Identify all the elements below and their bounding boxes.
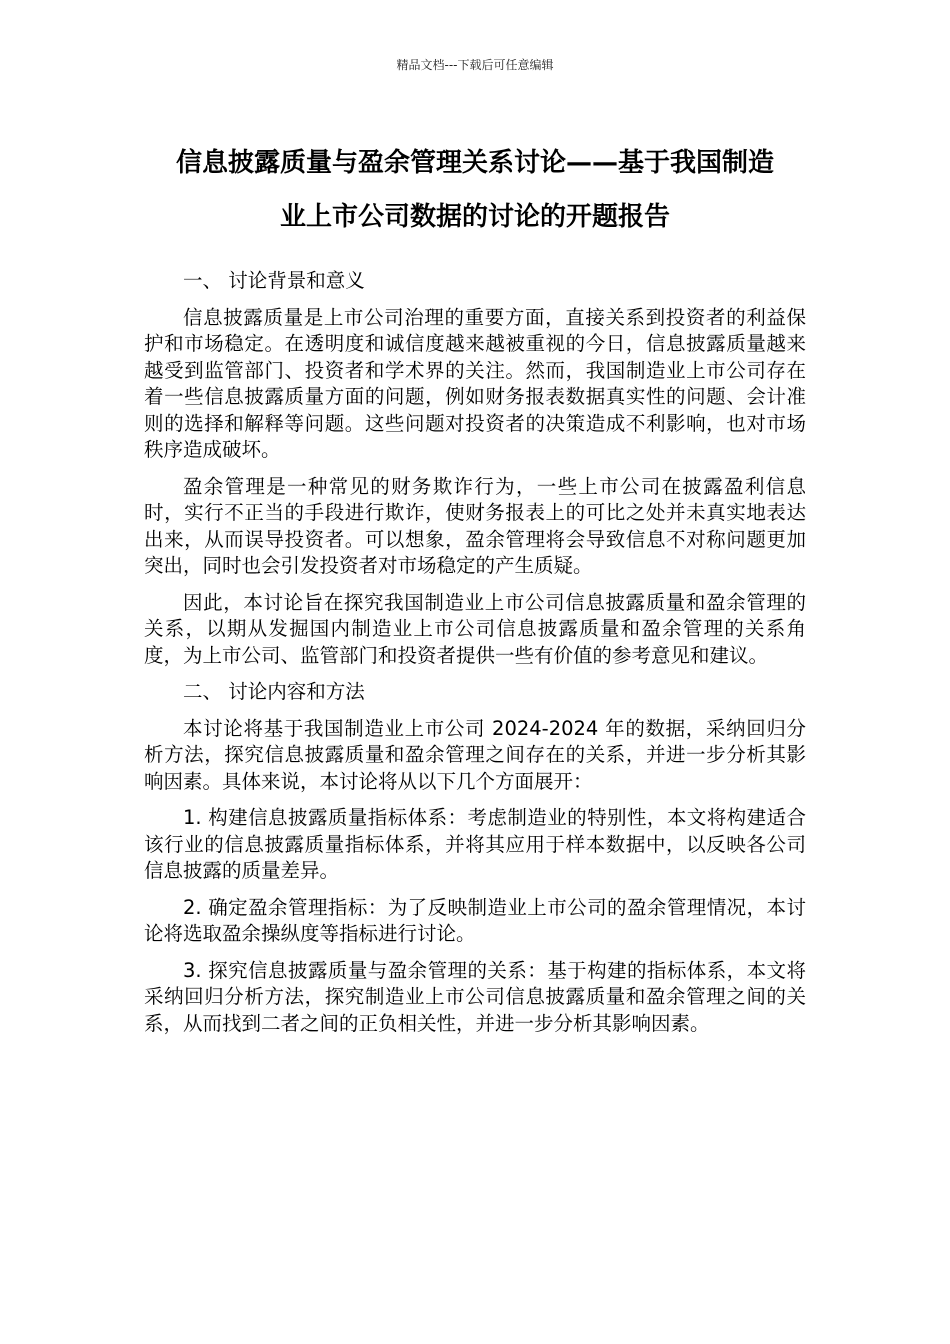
header-note: 精品文档---下载后可任意编辑 bbox=[396, 58, 554, 72]
section-heading-content-method: 二、 讨论内容和方法 bbox=[183, 680, 365, 703]
list-item: 2. 确定盈余管理指标：为了反映制造业上市公司的盈余管理情况，本讨论将选取盈余操纵度等指标进行讨论。 bbox=[144, 895, 806, 945]
list-item: 3. 探究信息披露质量与盈余管理的关系：基于构建的指标体系，本文将采纳回归分析方法，探究制造业上市公司信息披露质量和盈余管理之间的关系，从而找到二者之间的正负相关性，并进一步分析其影响因素。 bbox=[144, 958, 806, 1035]
paragraph: 信息披露质量是上市公司治理的重要方面，直接关系到投资者的利益保护和市场稳定。在透明度和诚信度越来越被重视的今日，信息披露质量越来越受到监管部门、投资者和学术界的关注。然而，我国制造业上市公司存在着一些信息披露质量方面的问题，例如财务报表数据真实性的问题、会计准则的选择和解释等问题。这些问题对投资者的决策造成不利影响，也对市场秩序造成破坏。 bbox=[144, 305, 806, 461]
title-line-2: 业上市公司数据的讨论的开题报告 bbox=[279, 202, 670, 232]
section-heading-background: 一、 讨论背景和意义 bbox=[183, 269, 365, 292]
paragraph: 盈余管理是一种常见的财务欺诈行为，一些上市公司在披露盈利信息时，实行不正当的手段进行欺诈，使财务报表上的可比之处并未真实地表达出来，从而误导投资者。可以想象，盈余管理将会导致信息不对称问题更加突出，同时也会引发投资者对市场稳定的产生质疑。 bbox=[144, 474, 806, 577]
document-title bbox=[120, 136, 830, 244]
paragraph: 本讨论将基于我国制造业上市公司 2024-2024 年的数据，采纳回归分析方法，探究信息披露质量和盈余管理之间存在的关系，并进一步分析其影响因素。具体来说，本讨论将从以下几个方面展开： bbox=[144, 716, 806, 793]
list-item: 1. 构建信息披露质量指标体系：考虑制造业的特别性，本文将构建适合该行业的信息披露质量指标体系，并将其应用于样本数据中，以反映各公司信息披露的质量差异。 bbox=[144, 806, 806, 882]
paragraph: 因此，本讨论旨在探究我国制造业上市公司信息披露质量和盈余管理的关系，以期从发掘国内制造业上市公司信息披露质量和盈余管理的关系角度，为上市公司、监管部门和投资者提供一些有价值的参考意见和建议。 bbox=[144, 590, 806, 667]
document-body bbox=[144, 268, 806, 1047]
title-line-1: 信息披露质量与盈余管理关系讨论——基于我国制造 bbox=[175, 148, 774, 178]
